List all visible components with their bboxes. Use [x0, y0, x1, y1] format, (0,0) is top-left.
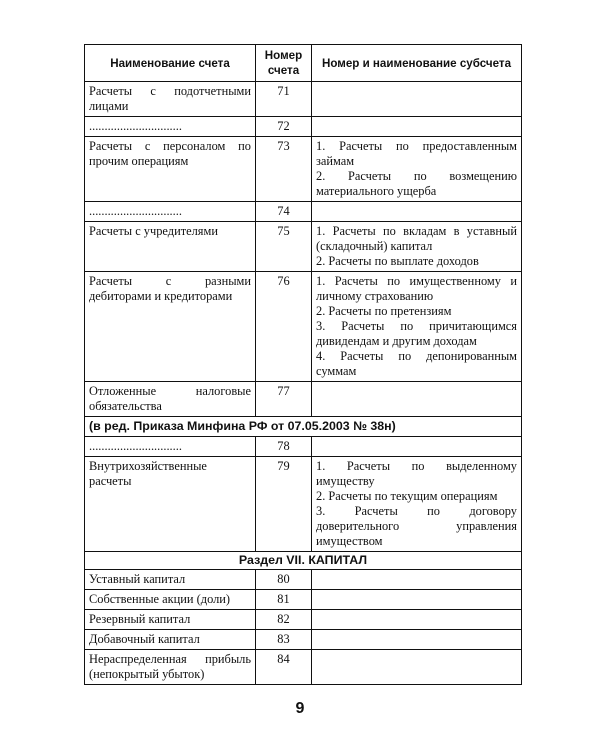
account-number: 75	[256, 222, 312, 272]
subaccount-item: 1. Расчеты по предоставленным займам	[316, 139, 517, 168]
subaccount-cell	[312, 457, 522, 552]
section-title-row	[85, 552, 522, 570]
subaccount-cell	[312, 82, 522, 117]
subaccount-cell	[312, 222, 522, 272]
table-header-row	[85, 45, 522, 82]
table-row	[85, 117, 522, 137]
subaccount-cell	[312, 382, 522, 417]
subaccount-item: 1. Расчеты по вкладам в уставный (складочный) капитал	[316, 224, 517, 253]
subaccount-cell	[312, 117, 522, 137]
table-row	[85, 610, 522, 630]
account-name: ..............................	[85, 202, 256, 222]
table-row	[85, 570, 522, 590]
account-name: Расчеты с персоналом по прочим операциям	[85, 137, 256, 202]
account-name: Расчеты с разными дебиторами и кредиторами	[85, 272, 256, 382]
account-name: ..............................	[85, 117, 256, 137]
section-title: Раздел VII. КАПИТАЛ	[85, 552, 522, 570]
account-name: Отложенные налоговые обязательства	[85, 382, 256, 417]
account-name: Внутрихозяйственные расчеты	[85, 457, 256, 552]
amendment-note-row	[85, 417, 522, 437]
subaccount-cell	[312, 570, 522, 590]
table-row	[85, 457, 522, 552]
subaccount-item: 1. Расчеты по выделенному имуществу	[316, 459, 517, 488]
account-number: 79	[256, 457, 312, 552]
account-number: 83	[256, 630, 312, 650]
page-number: 9	[295, 700, 305, 717]
account-number: 72	[256, 117, 312, 137]
subaccount-item: 3. Расчеты по договору доверительного управления имуществом	[316, 504, 517, 548]
table-row	[85, 202, 522, 222]
amendment-note: (в ред. Приказа Минфина РФ от 07.05.2003 № 38н)	[85, 417, 522, 437]
subaccount-cell	[312, 202, 522, 222]
account-name: Уставный капитал	[85, 570, 256, 590]
subaccount-item: 2. Расчеты по выплате доходов	[316, 254, 479, 268]
table-row	[85, 272, 522, 382]
account-number: 77	[256, 382, 312, 417]
account-number: 80	[256, 570, 312, 590]
subaccount-cell	[312, 610, 522, 630]
table-row	[85, 650, 522, 685]
subaccount-item: 2. Расчеты по претензиям	[316, 304, 452, 318]
account-name: Собственные акции (доли)	[85, 590, 256, 610]
account-name: Нераспределенная прибыль (непокрытый убыток)	[85, 650, 256, 685]
subaccount-cell	[312, 272, 522, 382]
account-number: 71	[256, 82, 312, 117]
account-number: 76	[256, 272, 312, 382]
table-row	[85, 382, 522, 417]
table-row	[85, 437, 522, 457]
subaccount-item: 2. Расчеты по возмещению материального ущерба	[316, 169, 517, 198]
accounts-table	[84, 44, 522, 685]
account-name: Резервный капитал	[85, 610, 256, 630]
subaccount-cell	[312, 590, 522, 610]
table-row	[85, 82, 522, 117]
account-number: 78	[256, 437, 312, 457]
account-name: Расчеты с учредителями	[85, 222, 256, 272]
subaccount-item: 2. Расчеты по текущим операциям	[316, 489, 498, 503]
subaccount-cell	[312, 650, 522, 685]
account-number: 81	[256, 590, 312, 610]
table-row	[85, 630, 522, 650]
table-row	[85, 222, 522, 272]
table-row	[85, 137, 522, 202]
account-name: Добавочный капитал	[85, 630, 256, 650]
subaccount-cell	[312, 437, 522, 457]
account-name: Расчеты с подотчетными лицами	[85, 82, 256, 117]
account-name: ..............................	[85, 437, 256, 457]
account-number: 84	[256, 650, 312, 685]
subaccount-cell	[312, 137, 522, 202]
subaccount-item: 1. Расчеты по имущественному и личному страхованию	[316, 274, 517, 303]
subaccount-item: 4. Расчеты по депонированным суммам	[316, 349, 517, 378]
account-number: 73	[256, 137, 312, 202]
subaccount-cell	[312, 630, 522, 650]
header-account-number: Номер счета	[256, 45, 312, 82]
subaccount-item: 3. Расчеты по причитающимся дивидендам и другим доходам	[316, 319, 517, 348]
header-account-name: Наименование счета	[85, 45, 256, 82]
account-number: 82	[256, 610, 312, 630]
header-subaccount: Номер и наименование субсчета	[312, 45, 522, 82]
table-body	[85, 82, 522, 685]
account-number: 74	[256, 202, 312, 222]
table-row	[85, 590, 522, 610]
